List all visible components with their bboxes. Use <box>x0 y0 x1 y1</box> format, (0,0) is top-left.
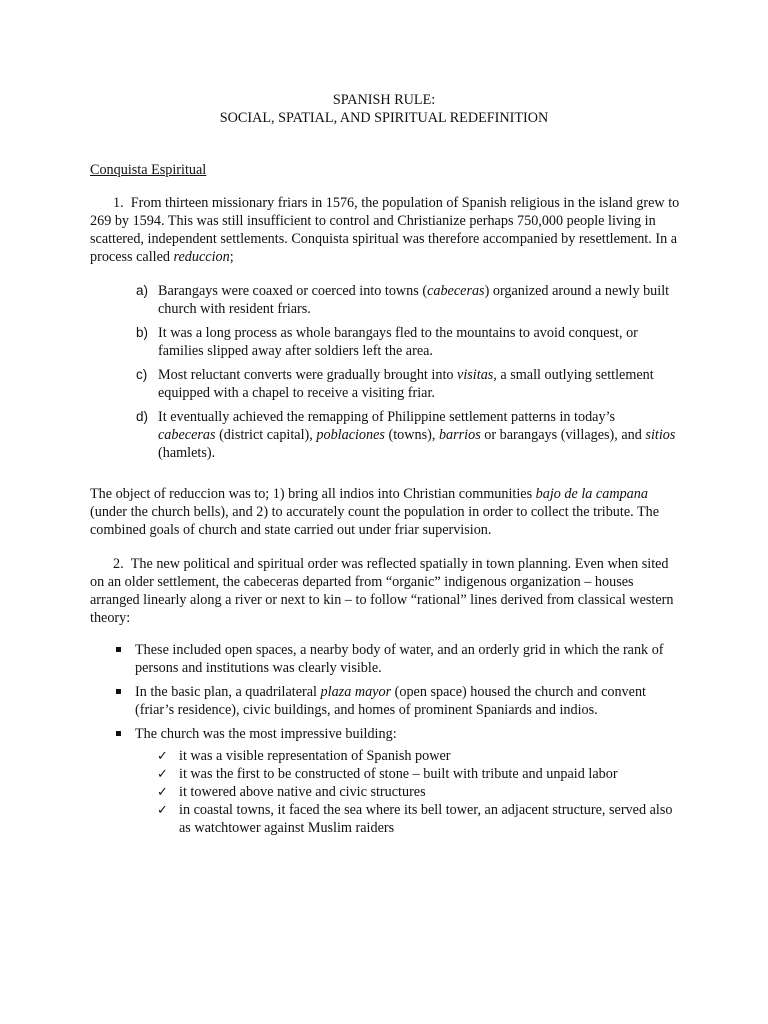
list-em: cabeceras <box>427 283 485 299</box>
town-plan-bullet-list <box>116 641 676 843</box>
list-text: (towns), <box>384 427 439 443</box>
bullet-text: These included open spaces, a nearby body of water, and an orderly grid in which the rank of persons and institutions was clearly visible. <box>135 642 664 676</box>
church-check-list <box>157 747 677 837</box>
bullet-item <box>116 725 676 837</box>
list-label: c) <box>136 367 148 382</box>
paragraph-text: The new political and spiritual order was reflected spatially in town planning. Even when sited on an older settlement, the cabeceras departed from “organic” indigenous organization – houses arranged linearly along a river or next to kin – to follow “rational” lines derived from classical western theory: <box>90 556 674 626</box>
list-text: or barangays (villages), and <box>480 427 646 443</box>
square-bullet-icon <box>116 731 121 736</box>
list-em: barrios <box>438 427 481 443</box>
section-heading: Conquista Espiritual <box>90 162 207 178</box>
checkmark-icon: ✓ <box>157 802 168 817</box>
list-text: It was a long process as whole barangays fled to the mountains to avoid conquest, or families slipped away after soldiers left the area. <box>158 325 638 359</box>
reduccion-object-paragraph <box>90 485 680 539</box>
list-label: d) <box>136 409 149 424</box>
check-text: it was a visible representation of Spanish power <box>179 748 451 764</box>
bullet-text: In the basic plan, a quadrilateral <box>135 684 321 700</box>
paragraph-number: 1. <box>113 195 124 211</box>
list-text-end: ) organized around a newly built church with resident friars. <box>158 283 670 317</box>
checkmark-icon: ✓ <box>157 748 168 763</box>
square-bullet-icon <box>116 689 121 694</box>
list-em: visitas, <box>457 367 497 383</box>
paragraph-tail: ; <box>229 249 234 265</box>
reduccion-list <box>136 282 676 468</box>
numbered-paragraph-1 <box>90 194 680 266</box>
bullet-item <box>116 683 676 719</box>
list-text: Barangays were coaxed or coerced into towns ( <box>158 283 428 299</box>
bullet-text: The church was the most impressive building: <box>135 726 397 742</box>
square-bullet-icon <box>116 647 121 652</box>
list-text: (district capital), <box>215 427 317 443</box>
list-text: Most reluctant converts were gradually brought into <box>158 367 458 383</box>
list-label: a) <box>136 283 149 298</box>
list-em: cabeceras <box>158 427 216 443</box>
document-title-line-2: SOCIAL, SPATIAL, AND SPIRITUAL REDEFINITION <box>219 110 549 126</box>
paragraph-text-end: (under the church bells), and 2) to accurately count the population in order to collect the tribute. The combined goals of church and state carried out under friar supervision. <box>90 504 660 538</box>
list-item <box>136 366 676 402</box>
bullet-em: plaza mayor <box>320 684 392 700</box>
paragraph-number: 2. <box>113 556 124 572</box>
paragraph-text: From thirteen missionary friars in 1576, the population of Spanish religious in the island grew to 269 by 1594. This was still insufficient to control and Christianize perhaps 750,000 people living in scattered, independent settlements. Conquista spiritual was therefore accompanied by resettlement. In a process called <box>90 195 680 265</box>
document-title-line-1: SPANISH RULE: <box>332 92 436 108</box>
list-item <box>136 408 676 462</box>
list-text-end: (hamlets). <box>158 445 216 461</box>
list-em: poblaciones <box>316 427 385 443</box>
paragraph-text: The object of reduccion was to; 1) bring all indios into Christian communities <box>90 486 536 502</box>
list-text: It eventually achieved the remapping of Philippine settlement patterns in today’s <box>158 409 616 425</box>
list-text-end: a small outlying settlement equipped with a chapel to receive a visiting friar. <box>158 367 654 401</box>
bullet-item <box>116 641 676 677</box>
checkmark-icon: ✓ <box>157 766 168 781</box>
checkmark-icon: ✓ <box>157 784 168 799</box>
paragraph-term: reduccion <box>173 249 230 265</box>
list-em: sitios <box>645 427 676 443</box>
check-text: it towered above native and civic structures <box>179 784 426 800</box>
bullet-text-end: (open space) housed the church and convent (friar’s residence), civic buildings, and homes of prominent Spaniards and indios. <box>135 684 646 718</box>
check-item <box>157 747 677 765</box>
list-label: b) <box>136 325 149 340</box>
check-item <box>157 801 677 837</box>
list-item <box>136 282 676 318</box>
check-item <box>157 765 677 783</box>
check-text: it was the first to be constructed of stone – built with tribute and unpaid labor <box>179 766 618 782</box>
check-text: in coastal towns, it faced the sea where its bell tower, an adjacent structure, served also as watchtower against Muslim raiders <box>179 802 673 836</box>
list-item <box>136 324 676 360</box>
numbered-paragraph-2 <box>90 555 680 627</box>
check-item <box>157 783 677 801</box>
paragraph-em: bajo de la campana <box>535 486 648 502</box>
